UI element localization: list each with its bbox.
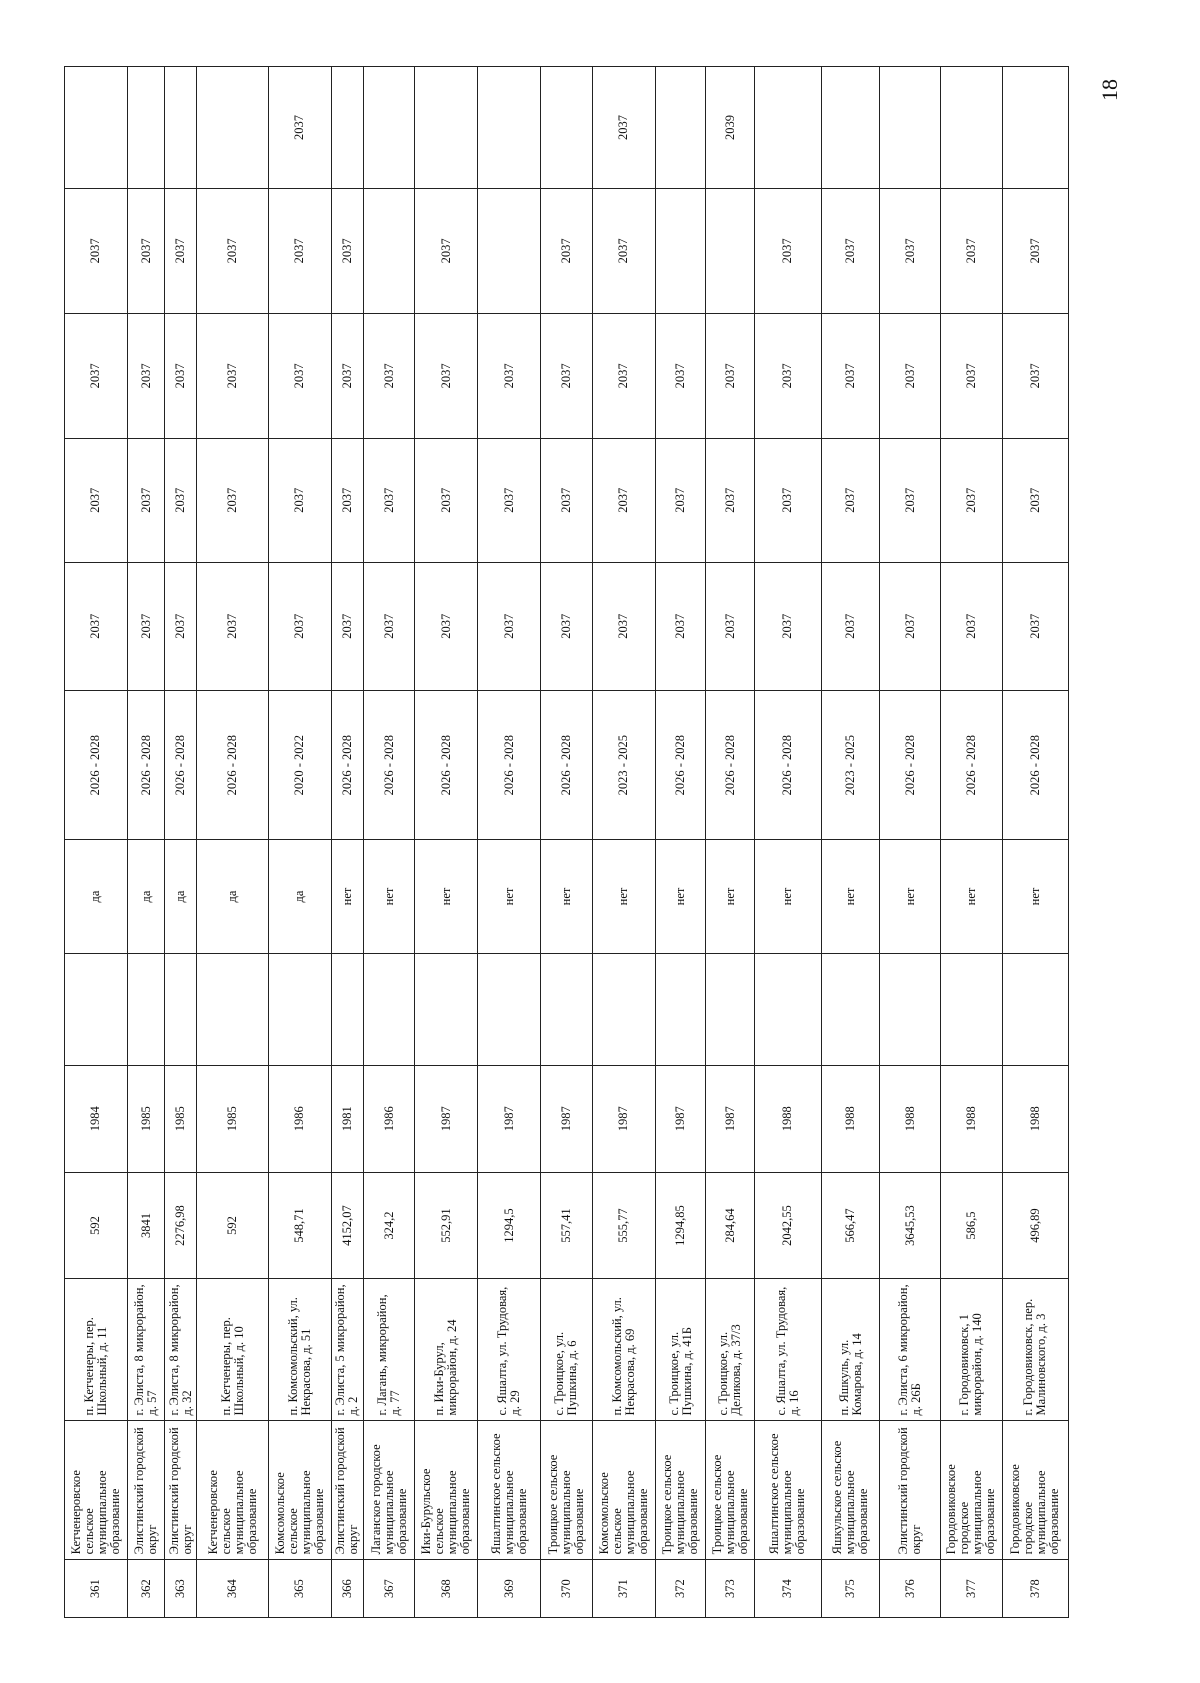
cell-area: 566,47: [822, 1172, 880, 1279]
cell-blank: [706, 953, 754, 1065]
cell-address: с. Яшалта, ул. Трудовая, д. 29: [478, 1279, 541, 1421]
table-row: [165, 67, 197, 1618]
table-row: [822, 67, 880, 1618]
cell-year-built: 1988: [754, 1065, 821, 1172]
cell-flag: нет: [541, 840, 593, 953]
cell-period: 2026 - 2028: [754, 690, 821, 840]
cell-year-2: 2037: [880, 438, 941, 562]
cell-address: с. Троицкое, ул. Пушкина, д. 41Б: [655, 1279, 706, 1421]
cell-blank: [197, 953, 269, 1065]
cell-year-2: 2037: [165, 438, 197, 562]
cell-year-built: 1986: [268, 1065, 331, 1172]
cell-address: с. Троицкое, ул. Деликова, д. 37/3: [706, 1279, 754, 1421]
cell-flag: нет: [1002, 840, 1068, 953]
cell-period: 2026 - 2028: [127, 690, 164, 840]
cell-year-built: 1988: [880, 1065, 941, 1172]
cell-row-number: 372: [655, 1560, 706, 1618]
cell-period: 2023 - 2025: [592, 690, 655, 840]
cell-year-3: 2037: [165, 313, 197, 438]
cell-year-5: [478, 67, 541, 189]
cell-year-built: 1988: [941, 1065, 1003, 1172]
cell-row-number: 371: [592, 1560, 655, 1618]
table-body: [65, 67, 1069, 1618]
cell-year-5: [541, 67, 593, 189]
cell-year-5: [655, 67, 706, 189]
cell-year-1: 2037: [127, 562, 164, 690]
table-row: [331, 67, 363, 1618]
cell-area: 1294,85: [655, 1172, 706, 1279]
cell-year-1: 2037: [165, 562, 197, 690]
cell-year-1: 2037: [592, 562, 655, 690]
cell-row-number: 362: [127, 1560, 164, 1618]
cell-year-built: 1986: [363, 1065, 415, 1172]
cell-blank: [331, 953, 363, 1065]
cell-address: п. Ики-Бурул, микрорайон, д. 24: [415, 1279, 478, 1421]
cell-row-number: 375: [822, 1560, 880, 1618]
cell-period: 2026 - 2028: [655, 690, 706, 840]
cell-year-built: 1984: [65, 1065, 128, 1172]
cell-year-built: 1987: [592, 1065, 655, 1172]
cell-municipality: Комсомольское сельское муниципальное образование: [268, 1421, 331, 1560]
cell-year-1: 2037: [415, 562, 478, 690]
cell-blank: [415, 953, 478, 1065]
cell-year-2: 2037: [541, 438, 593, 562]
cell-period: 2026 - 2028: [941, 690, 1003, 840]
cell-blank: [1002, 953, 1068, 1065]
cell-period: 2026 - 2028: [541, 690, 593, 840]
cell-area: 586,5: [941, 1172, 1003, 1279]
cell-address: г. Элиста, 8 микрорайон, д. 32: [165, 1279, 197, 1421]
cell-row-number: 370: [541, 1560, 593, 1618]
cell-address: г. Городовиковск, 1 микрорайон, д. 140: [941, 1279, 1003, 1421]
cell-blank: [541, 953, 593, 1065]
cell-period: 2026 - 2028: [1002, 690, 1068, 840]
rotated-table-container: [64, 66, 1069, 1618]
cell-municipality: Элистинский городской округ: [127, 1421, 164, 1560]
table-row: [941, 67, 1003, 1618]
cell-year-4: [655, 188, 706, 313]
cell-period: 2026 - 2028: [478, 690, 541, 840]
cell-municipality: Троицкое сельское муниципальное образование: [541, 1421, 593, 1560]
cell-area: 1294,5: [478, 1172, 541, 1279]
cell-address: г. Элиста, 6 микрорайон, д. 26Б: [880, 1279, 941, 1421]
cell-year-2: 2037: [268, 438, 331, 562]
cell-year-built: 1988: [822, 1065, 880, 1172]
cell-year-built: 1987: [415, 1065, 478, 1172]
cell-year-5: [1002, 67, 1068, 189]
cell-area: 324,2: [363, 1172, 415, 1279]
cell-year-5: 2039: [706, 67, 754, 189]
cell-row-number: 374: [754, 1560, 821, 1618]
cell-municipality: Элистинский городской округ: [165, 1421, 197, 1560]
cell-year-built: 1985: [165, 1065, 197, 1172]
cell-address: п. Яшкуль, ул. Комарова, д. 14: [822, 1279, 880, 1421]
cell-area: 592: [65, 1172, 128, 1279]
cell-year-2: 2037: [592, 438, 655, 562]
cell-year-1: 2037: [478, 562, 541, 690]
cell-area: 555,77: [592, 1172, 655, 1279]
page-number: 18: [1097, 79, 1122, 101]
cell-blank: [478, 953, 541, 1065]
cell-year-built: 1987: [541, 1065, 593, 1172]
cell-flag: да: [268, 840, 331, 953]
cell-area: 2276,98: [165, 1172, 197, 1279]
cell-address: с. Троицкое, ул. Пушкина, д. 6: [541, 1279, 593, 1421]
cell-address: п. Кетченеры, пер. Школьный, д. 10: [197, 1279, 269, 1421]
cell-year-5: [880, 67, 941, 189]
cell-year-1: 2037: [822, 562, 880, 690]
cell-year-3: 2037: [706, 313, 754, 438]
cell-year-2: 2037: [941, 438, 1003, 562]
cell-period: 2026 - 2028: [331, 690, 363, 840]
cell-flag: нет: [331, 840, 363, 953]
cell-flag: нет: [655, 840, 706, 953]
cell-area: 557,41: [541, 1172, 593, 1279]
cell-year-built: 1985: [197, 1065, 269, 1172]
cell-year-4: 2037: [65, 188, 128, 313]
cell-year-2: 2037: [363, 438, 415, 562]
cell-address: г. Городовиковск, пер. Малиновского, д. 3: [1002, 1279, 1068, 1421]
cell-year-5: [331, 67, 363, 189]
cell-blank: [363, 953, 415, 1065]
cell-municipality: Элистинский городской округ: [880, 1421, 941, 1560]
cell-year-5: 2037: [592, 67, 655, 189]
cell-year-4: [478, 188, 541, 313]
cell-year-2: 2037: [754, 438, 821, 562]
table-row: [415, 67, 478, 1618]
cell-year-2: 2037: [197, 438, 269, 562]
cell-address: г. Элиста, 8 микрорайон, д. 57: [127, 1279, 164, 1421]
cell-year-1: 2037: [541, 562, 593, 690]
cell-year-4: 2037: [541, 188, 593, 313]
cell-municipality: Элистинский городской округ: [331, 1421, 363, 1560]
cell-flag: нет: [478, 840, 541, 953]
cell-year-3: 2037: [1002, 313, 1068, 438]
cell-flag: нет: [592, 840, 655, 953]
cell-year-5: [822, 67, 880, 189]
cell-year-1: 2037: [1002, 562, 1068, 690]
cell-year-5: [941, 67, 1003, 189]
cell-flag: нет: [754, 840, 821, 953]
cell-year-built: 1985: [127, 1065, 164, 1172]
cell-year-3: 2037: [65, 313, 128, 438]
cell-year-3: 2037: [941, 313, 1003, 438]
cell-year-4: 2037: [754, 188, 821, 313]
cell-year-5: [127, 67, 164, 189]
cell-year-4: 2037: [165, 188, 197, 313]
table-row: [197, 67, 269, 1618]
cell-blank: [754, 953, 821, 1065]
cell-municipality: Комсомольское сельское муниципальное образование: [592, 1421, 655, 1560]
cell-year-1: 2037: [363, 562, 415, 690]
cell-blank: [592, 953, 655, 1065]
table-row: [592, 67, 655, 1618]
cell-area: 548,71: [268, 1172, 331, 1279]
cell-municipality: Яшалтинское сельское муниципальное образование: [478, 1421, 541, 1560]
cell-blank: [941, 953, 1003, 1065]
table-row: [127, 67, 164, 1618]
cell-address: п. Комсомольский, ул. Некрасова, д. 51: [268, 1279, 331, 1421]
cell-municipality: Городовиковское городское муниципальное образование: [941, 1421, 1003, 1560]
cell-year-4: 2037: [941, 188, 1003, 313]
cell-year-4: 2037: [268, 188, 331, 313]
cell-year-4: 2037: [592, 188, 655, 313]
cell-area: 3841: [127, 1172, 164, 1279]
cell-area: 284,64: [706, 1172, 754, 1279]
cell-year-4: 2037: [822, 188, 880, 313]
cell-flag: да: [65, 840, 128, 953]
cell-address: п. Комсомольский, ул. Некрасова, д. 69: [592, 1279, 655, 1421]
cell-year-5: [754, 67, 821, 189]
cell-year-4: 2037: [880, 188, 941, 313]
cell-area: 496,89: [1002, 1172, 1068, 1279]
cell-year-5: [65, 67, 128, 189]
cell-flag: нет: [415, 840, 478, 953]
cell-year-3: 2037: [655, 313, 706, 438]
cell-year-5: [415, 67, 478, 189]
cell-year-3: 2037: [268, 313, 331, 438]
cell-flag: нет: [822, 840, 880, 953]
cell-year-1: 2037: [941, 562, 1003, 690]
cell-year-3: 2037: [197, 313, 269, 438]
cell-row-number: 367: [363, 1560, 415, 1618]
cell-flag: да: [165, 840, 197, 953]
cell-municipality: Лаганское городское муниципальное образование: [363, 1421, 415, 1560]
cell-year-1: 2037: [331, 562, 363, 690]
table-row: [65, 67, 128, 1618]
cell-period: 2026 - 2028: [706, 690, 754, 840]
cell-area: 552,91: [415, 1172, 478, 1279]
cell-year-4: [706, 188, 754, 313]
cell-year-2: 2037: [822, 438, 880, 562]
cell-year-2: 2037: [1002, 438, 1068, 562]
cell-flag: да: [197, 840, 269, 953]
cell-year-4: [363, 188, 415, 313]
cell-flag: да: [127, 840, 164, 953]
cell-year-2: 2037: [478, 438, 541, 562]
cell-year-1: 2037: [655, 562, 706, 690]
cell-year-5: [363, 67, 415, 189]
cell-flag: нет: [880, 840, 941, 953]
cell-municipality: Троицкое сельское муниципальное образование: [655, 1421, 706, 1560]
cell-area: 2042,55: [754, 1172, 821, 1279]
cell-year-5: [165, 67, 197, 189]
cell-year-2: 2037: [65, 438, 128, 562]
cell-blank: [655, 953, 706, 1065]
cell-row-number: 369: [478, 1560, 541, 1618]
cell-year-4: 2037: [197, 188, 269, 313]
cell-period: 2026 - 2028: [880, 690, 941, 840]
cell-year-1: 2037: [197, 562, 269, 690]
cell-row-number: 361: [65, 1560, 128, 1618]
table-row: [363, 67, 415, 1618]
cell-year-built: 1981: [331, 1065, 363, 1172]
cell-period: 2026 - 2028: [415, 690, 478, 840]
cell-year-3: 2037: [478, 313, 541, 438]
cell-address: п. Кетченеры, пер. Школьный, д. 11: [65, 1279, 128, 1421]
cell-period: 2026 - 2028: [165, 690, 197, 840]
cell-area: 592: [197, 1172, 269, 1279]
table-row: [754, 67, 821, 1618]
cell-year-3: 2037: [363, 313, 415, 438]
cell-year-3: 2037: [754, 313, 821, 438]
cell-year-5: [197, 67, 269, 189]
cell-row-number: 378: [1002, 1560, 1068, 1618]
cell-year-4: 2037: [127, 188, 164, 313]
cell-row-number: 376: [880, 1560, 941, 1618]
cell-municipality: Кетченеровское сельское муниципальное образование: [65, 1421, 128, 1560]
cell-year-3: 2037: [127, 313, 164, 438]
cell-year-built: 1987: [478, 1065, 541, 1172]
cell-area: 3645,53: [880, 1172, 941, 1279]
cell-year-3: 2037: [415, 313, 478, 438]
table-row: [541, 67, 593, 1618]
cell-municipality: Яшалтинское сельское муниципальное образование: [754, 1421, 821, 1560]
cell-row-number: 363: [165, 1560, 197, 1618]
cell-blank: [268, 953, 331, 1065]
cell-municipality: Яшкульское сельское муниципальное образование: [822, 1421, 880, 1560]
table-row: [268, 67, 331, 1618]
cell-flag: нет: [941, 840, 1003, 953]
cell-municipality: Кетченеровское сельское муниципальное образование: [197, 1421, 269, 1560]
cell-year-2: 2037: [331, 438, 363, 562]
cell-blank: [822, 953, 880, 1065]
cell-year-3: 2037: [331, 313, 363, 438]
cell-year-1: 2037: [754, 562, 821, 690]
table-row: [478, 67, 541, 1618]
cell-municipality: Ики-Бурульское сельское муниципальное образование: [415, 1421, 478, 1560]
cell-address: г. Лагань, микрорайон, д. 77: [363, 1279, 415, 1421]
cell-row-number: 373: [706, 1560, 754, 1618]
table-row: [880, 67, 941, 1618]
cell-year-built: 1988: [1002, 1065, 1068, 1172]
cell-blank: [880, 953, 941, 1065]
cell-year-built: 1987: [655, 1065, 706, 1172]
cell-year-2: 2037: [127, 438, 164, 562]
cell-period: 2026 - 2028: [197, 690, 269, 840]
cell-year-3: 2037: [822, 313, 880, 438]
cell-year-built: 1987: [706, 1065, 754, 1172]
cell-municipality: Троицкое сельское муниципальное образование: [706, 1421, 754, 1560]
cell-flag: нет: [706, 840, 754, 953]
cell-year-3: 2037: [541, 313, 593, 438]
cell-flag: нет: [363, 840, 415, 953]
cell-year-4: 2037: [331, 188, 363, 313]
cell-address: г. Элиста, 5 микрорайон, д. 2: [331, 1279, 363, 1421]
cell-year-2: 2037: [706, 438, 754, 562]
table-row: [706, 67, 754, 1618]
cell-row-number: 368: [415, 1560, 478, 1618]
cell-year-1: 2037: [706, 562, 754, 690]
cell-row-number: 377: [941, 1560, 1003, 1618]
cell-period: 2026 - 2028: [363, 690, 415, 840]
cell-row-number: 365: [268, 1560, 331, 1618]
cell-year-2: 2037: [655, 438, 706, 562]
cell-period: 2023 - 2025: [822, 690, 880, 840]
cell-blank: [65, 953, 128, 1065]
cell-row-number: 366: [331, 1560, 363, 1618]
cell-period: 2026 - 2028: [65, 690, 128, 840]
cell-year-3: 2037: [880, 313, 941, 438]
cell-blank: [127, 953, 164, 1065]
cell-blank: [165, 953, 197, 1065]
cell-year-5: 2037: [268, 67, 331, 189]
cell-address: с. Яшалта, ул. Трудовая, д. 16: [754, 1279, 821, 1421]
cell-year-1: 2037: [268, 562, 331, 690]
cell-row-number: 364: [197, 1560, 269, 1618]
cell-year-1: 2037: [880, 562, 941, 690]
table-row: [1002, 67, 1068, 1618]
cell-year-4: 2037: [1002, 188, 1068, 313]
cell-period: 2020 - 2022: [268, 690, 331, 840]
cell-year-2: 2037: [415, 438, 478, 562]
cell-area: 4152,07: [331, 1172, 363, 1279]
table-row: [655, 67, 706, 1618]
cell-municipality: Городовиковское городское муниципальное образование: [1002, 1421, 1068, 1560]
housing-register-table: [64, 66, 1069, 1618]
cell-year-1: 2037: [65, 562, 128, 690]
cell-year-3: 2037: [592, 313, 655, 438]
cell-year-4: 2037: [415, 188, 478, 313]
